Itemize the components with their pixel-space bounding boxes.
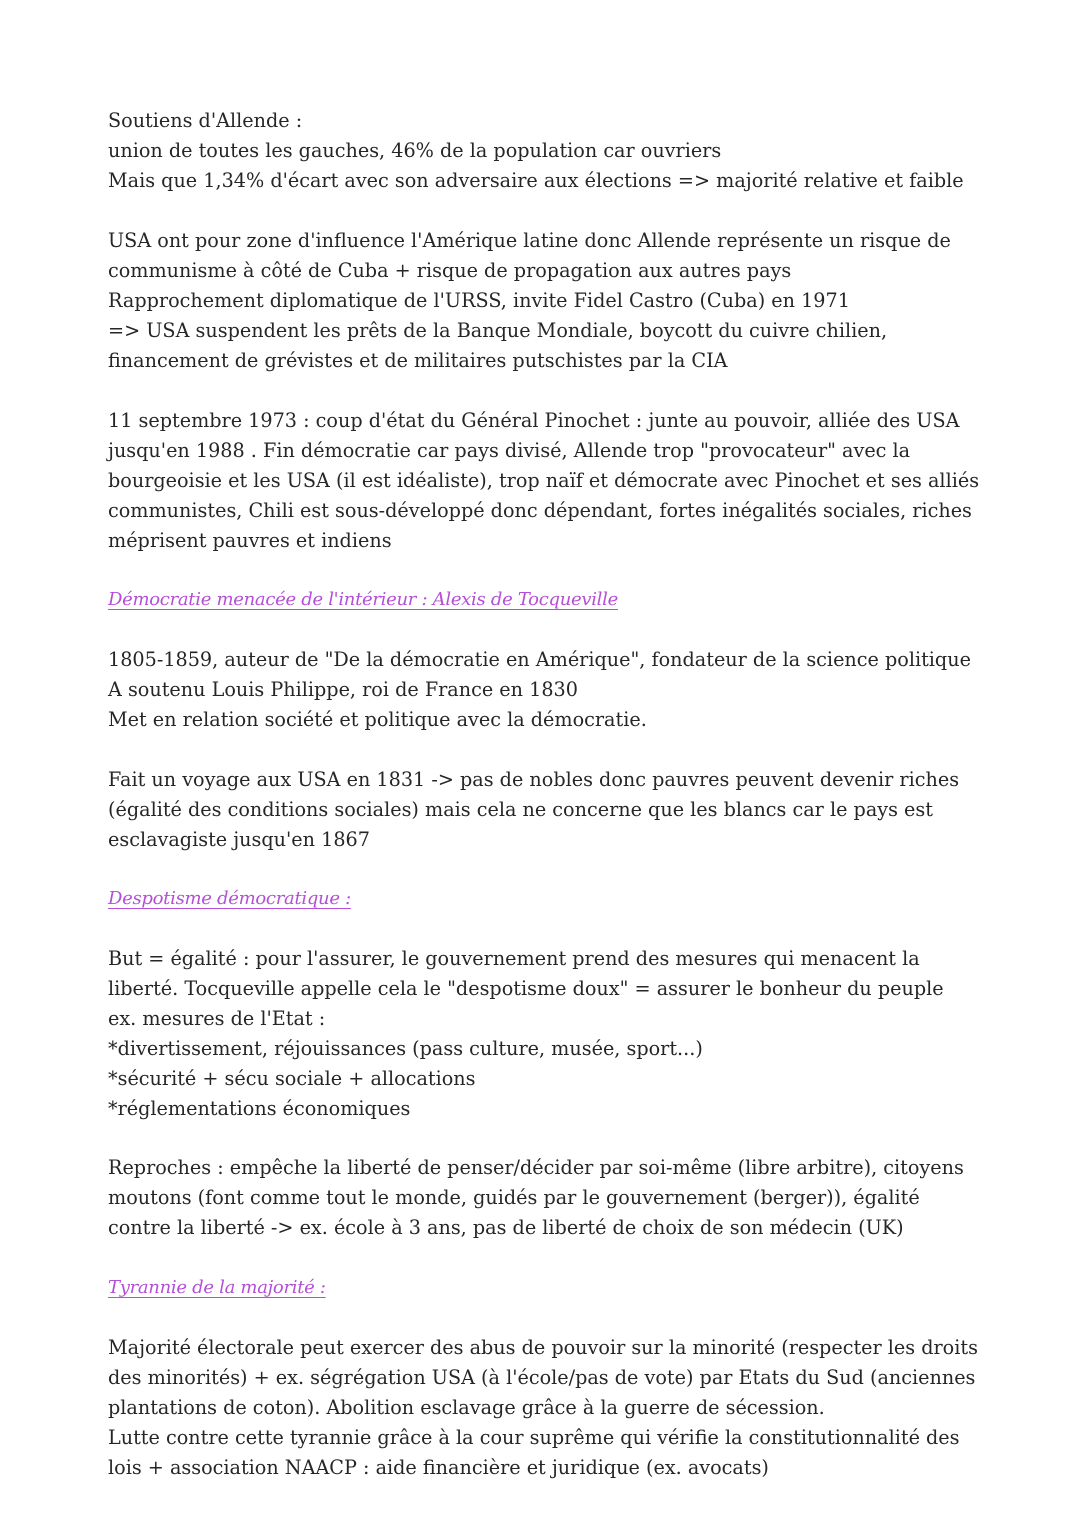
text-line: esclavagiste jusqu'en 1867	[108, 828, 370, 851]
text-line: => USA suspendent les prêts de la Banque Mondiale, boycott du cuivre chilien,	[108, 319, 888, 342]
text-line: (égalité des conditions sociales) mais cela ne concerne que les blancs car le pays est	[108, 798, 933, 821]
text-line: lois + association NAACP : aide financière et juridique (ex. avocats)	[108, 1456, 769, 1479]
text-line: *divertissement, réjouissances (pass culture, musée, sport...)	[108, 1037, 703, 1060]
text-line: union de toutes les gauches, 46% de la population car ouvriers	[108, 139, 722, 162]
text-line: Reproches : empêche la liberté de penser/décider par soi-même (libre arbitre), citoyens	[108, 1156, 964, 1179]
text-line: Mais que 1,34% d'écart avec son adversaire aux élections => majorité relative et faible	[108, 169, 964, 192]
text-line: moutons (font comme tout le monde, guidés par le gouvernement (berger)), égalité	[108, 1186, 920, 1209]
text-line: contre la liberté -> ex. école à 3 ans, pas de liberté de choix de son médecin (UK)	[108, 1216, 904, 1239]
text-line: communistes, Chili est sous-développé donc dépendant, fortes inégalités sociales, riches	[108, 499, 972, 522]
section-heading-despotisme: Despotisme démocratique :	[108, 888, 351, 909]
text-line: *réglementations économiques	[108, 1097, 411, 1120]
text-line: Majorité électorale peut exercer des abus de pouvoir sur la minorité (respecter les droits	[108, 1336, 978, 1359]
text-line: bourgeoisie et les USA (il est idéaliste), trop naïf et démocrate avec Pinochet et ses alliés	[108, 469, 980, 492]
text-line: communisme à côté de Cuba + risque de propagation aux autres pays	[108, 259, 792, 282]
text-line: USA ont pour zone d'influence l'Amérique latine donc Allende représente un risque de	[108, 229, 951, 252]
text-line: des minorités) + ex. ségrégation USA (à l'école/pas de vote) par Etats du Sud (anciennes	[108, 1366, 976, 1389]
text-line: 1805-1859, auteur de "De la démocratie en Amérique", fondateur de la science politique	[108, 648, 971, 671]
text-line: 11 septembre 1973 : coup d'état du Général Pinochet : junte au pouvoir, alliée des USA	[108, 409, 960, 432]
text-line: financement de grévistes et de militaires putschistes par la CIA	[108, 349, 728, 372]
text-line: liberté. Tocqueville appelle cela le "despotisme doux" = assurer le bonheur du peuple	[108, 977, 944, 1000]
text-line: Soutiens d'Allende :	[108, 109, 303, 132]
text-line: jusqu'en 1988 . Fin démocratie car pays divisé, Allende trop "provocateur" avec la	[108, 439, 911, 462]
text-line: A soutenu Louis Philippe, roi de France en 1830	[108, 678, 578, 701]
text-line: But = égalité : pour l'assurer, le gouvernement prend des mesures qui menacent la	[108, 947, 920, 970]
text-line: Lutte contre cette tyrannie grâce à la cour suprême qui vérifie la constitutionnalité des	[108, 1426, 960, 1449]
text-line: Met en relation société et politique avec la démocratie.	[108, 708, 647, 731]
text-line: méprisent pauvres et indiens	[108, 529, 392, 552]
text-line: ex. mesures de l'Etat :	[108, 1007, 326, 1030]
text-line: Fait un voyage aux USA en 1831 -> pas de nobles donc pauvres peuvent devenir riches	[108, 768, 960, 791]
text-line: Rapprochement diplomatique de l'URSS, invite Fidel Castro (Cuba) en 1971	[108, 289, 850, 312]
section-heading-tyrannie: Tyrannie de la majorité :	[108, 1277, 326, 1298]
text-line: *sécurité + sécu sociale + allocations	[108, 1067, 476, 1090]
section-heading-tocqueville: Démocratie menacée de l'intérieur : Alexis de Tocqueville	[108, 589, 618, 610]
text-line: plantations de coton). Abolition esclavage grâce à la guerre de sécession.	[108, 1396, 825, 1419]
